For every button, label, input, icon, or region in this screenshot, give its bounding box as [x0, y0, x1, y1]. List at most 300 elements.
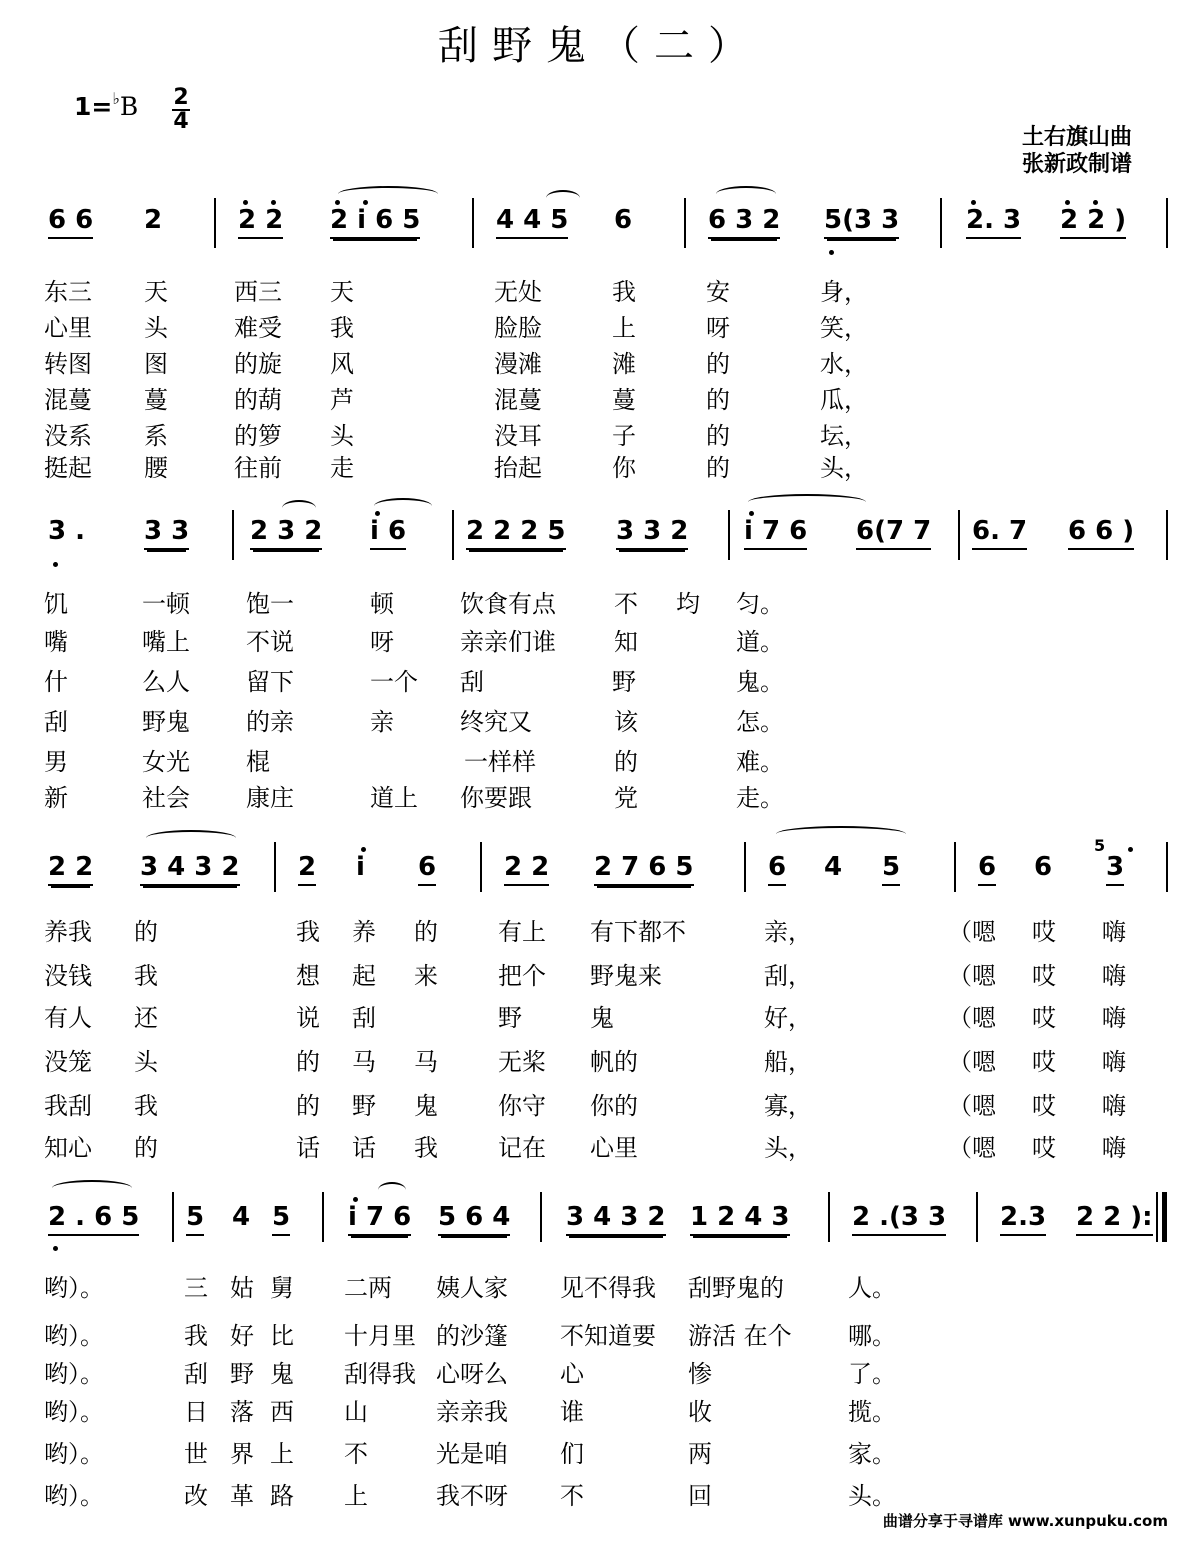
lyric-line	[330, 380, 354, 415]
lyric-line	[134, 912, 158, 947]
lyric-line	[142, 622, 190, 657]
note-group: 2 . 6 5	[48, 1202, 139, 1236]
lyric-line	[142, 662, 190, 697]
lyric-word: 滩	[612, 350, 636, 378]
lyric-line	[848, 1354, 896, 1389]
lyric-line	[246, 778, 294, 813]
lyric-line	[1102, 956, 1126, 991]
note-group: 5	[186, 1202, 204, 1236]
high-dot	[361, 847, 366, 852]
lyric-line	[184, 1392, 208, 1427]
slur	[716, 186, 776, 202]
lyric-line	[464, 742, 536, 777]
lyric-word: 康庄	[246, 784, 294, 812]
lyric-word: 话	[352, 1134, 376, 1162]
note-group: 5	[272, 1202, 290, 1236]
lyric-word: 嗨	[1102, 1092, 1126, 1120]
lyric-word: 的	[296, 1048, 320, 1076]
lyric-word: 革	[230, 1482, 254, 1510]
lyric-word: 没耳	[494, 422, 542, 450]
note-group: 2 2	[48, 852, 93, 886]
key-note: B	[119, 92, 139, 121]
lyric-line	[1102, 1086, 1126, 1121]
lyric-line	[142, 778, 190, 813]
lyric-word: 刮	[44, 708, 68, 736]
lyric-word: 两	[688, 1440, 712, 1468]
lyric-line	[560, 1354, 584, 1389]
lyric-line	[436, 1434, 508, 1469]
lyric-line	[134, 1042, 158, 1077]
lyric-line	[764, 1042, 812, 1077]
lyric-line	[230, 1268, 254, 1303]
lyric-line	[590, 912, 686, 947]
arranger: 张新政制谱	[1021, 152, 1132, 177]
lyric-word: 头	[134, 1048, 158, 1076]
lyric-word: 饥	[44, 590, 68, 618]
lyric-word: 一顿	[142, 590, 190, 618]
lyric-word: 蔓	[144, 386, 168, 414]
lyric-word: 野鬼来	[590, 962, 662, 990]
lyric-line	[144, 380, 168, 415]
lyric-line	[1032, 998, 1056, 1033]
time-bottom: 4	[173, 109, 189, 134]
lyric-word: （嗯	[948, 962, 996, 990]
lyric-line	[676, 584, 700, 619]
lyric-word: 难受	[234, 314, 282, 342]
barline	[472, 198, 474, 248]
lyric-word: 刮野鬼的	[688, 1274, 784, 1302]
lyric-word: 的	[134, 1134, 158, 1162]
lyric-line	[296, 1128, 320, 1163]
lyric-line	[614, 778, 638, 813]
lyric-line	[688, 1316, 792, 1351]
lyric-word: 马	[414, 1048, 438, 1076]
lyric-line	[688, 1268, 784, 1303]
lyric-line	[134, 956, 158, 991]
lyric-word: 你要跟	[460, 784, 532, 812]
lyric-line	[820, 416, 868, 451]
lyric-word: 我	[296, 918, 320, 946]
lyric-word: 的葫	[234, 386, 282, 414]
slur	[776, 826, 906, 842]
lyric-word: 有人	[44, 1004, 92, 1032]
lyric-line	[344, 1434, 368, 1469]
lyric-word: 心呀么	[436, 1360, 508, 1388]
composer: 土右旗山曲	[1021, 125, 1132, 150]
lyric-line	[414, 1128, 438, 1163]
lyric-word: 东三	[44, 278, 92, 306]
lyric-word: 的	[614, 748, 638, 776]
lyric-word: 呀	[706, 314, 730, 342]
lyric-word: 西三	[234, 278, 282, 306]
lyric-line	[460, 702, 532, 737]
lyric-line	[736, 662, 784, 697]
note-group: 6 6 )	[1068, 516, 1134, 550]
note-group: 2 .(3 3	[852, 1202, 946, 1236]
lyric-word: 天	[330, 278, 354, 306]
note-group: 3 .	[48, 516, 86, 546]
lyric-word: 天	[144, 278, 168, 306]
lyric-word: （嗯	[948, 1092, 996, 1120]
lyric-line	[612, 344, 636, 379]
lyric-line	[494, 272, 542, 307]
lyric-line	[330, 344, 354, 379]
lyric-word: 哟）。	[44, 1482, 104, 1510]
lyric-word: 哪。	[848, 1322, 896, 1350]
lyric-line	[414, 1042, 438, 1077]
lyric-line	[560, 1316, 656, 1351]
lyric-line	[44, 308, 92, 343]
note-group: 2 2	[504, 852, 549, 886]
note-group: 3 4 3 2	[566, 1202, 666, 1236]
lyric-word: 哟）。	[44, 1440, 104, 1468]
lyric-line	[246, 662, 294, 697]
note-group: 3	[1106, 852, 1124, 886]
lyric-word: 哎	[1032, 918, 1056, 946]
lyric-line	[460, 778, 532, 813]
lyric-word: 嗨	[1102, 918, 1126, 946]
lyric-word: 起	[352, 962, 376, 990]
lyric-word: 亲亲我	[436, 1398, 508, 1426]
lyric-line	[344, 1476, 368, 1511]
lyric-word: 往前	[234, 454, 282, 482]
lyric-line	[590, 1042, 638, 1077]
lyric-line	[764, 1086, 812, 1121]
lyric-word: 么人	[142, 668, 190, 696]
barline	[322, 1192, 324, 1242]
lyric-line	[948, 1128, 996, 1163]
lyric-line	[436, 1268, 508, 1303]
lyric-line	[270, 1268, 294, 1303]
lyric-word: 帆的	[590, 1048, 638, 1076]
lyric-word: 道。	[736, 628, 784, 656]
lyric-line	[370, 778, 418, 813]
lyric-line	[460, 584, 556, 619]
lyric-line	[352, 1128, 376, 1163]
lyric-word: 人。	[848, 1274, 896, 1302]
lyric-line	[736, 702, 784, 737]
note-group: 6(7 7	[856, 516, 931, 550]
lyric-word: 来	[414, 962, 438, 990]
high-dot	[353, 1197, 358, 1202]
lyric-word: 还	[134, 1004, 158, 1032]
lyric-line	[344, 1268, 392, 1303]
lyric-word: 哟）。	[44, 1360, 104, 1388]
lyric-word: 匀。	[736, 590, 784, 618]
lyric-word: 亲亲们谁	[460, 628, 556, 656]
lyric-word: 笑，	[820, 314, 868, 342]
lyric-word: 哟）。	[44, 1398, 104, 1426]
lyric-word: 知	[614, 628, 638, 656]
barline	[684, 198, 686, 248]
lyric-line	[414, 912, 438, 947]
lyric-line	[44, 1268, 104, 1303]
lyric-word: 了。	[848, 1360, 896, 1388]
lyric-line	[494, 308, 542, 343]
lyric-line	[270, 1476, 294, 1511]
barline	[540, 1192, 542, 1242]
lyric-line	[296, 956, 320, 991]
lyric-word: 社会	[142, 784, 190, 812]
lyric-line	[590, 998, 614, 1033]
high-dot	[271, 200, 276, 205]
flat-sign: ♭	[112, 89, 120, 108]
lyric-line	[44, 1354, 104, 1389]
lyric-line	[142, 584, 190, 619]
lyric-word: 什	[44, 668, 68, 696]
lyric-word: 系	[144, 422, 168, 450]
lyric-line	[1102, 1042, 1126, 1077]
high-dot	[375, 511, 380, 516]
lyric-word: 嗨	[1102, 962, 1126, 990]
lyric-line	[142, 742, 190, 777]
note-group: 2 2 ):	[1076, 1202, 1153, 1236]
lyric-word: 船，	[764, 1048, 812, 1076]
note-group: 4 4 5	[496, 205, 568, 239]
lyric-word: 二两	[344, 1274, 392, 1302]
barline	[940, 198, 942, 248]
lyric-line	[44, 742, 68, 777]
grace-note: 5	[1094, 836, 1106, 855]
lyric-word: 安	[706, 278, 730, 306]
lyric-line	[296, 1086, 320, 1121]
lyric-word: 我刮	[44, 1092, 92, 1120]
lyric-word: 水，	[820, 350, 868, 378]
lyric-line	[948, 956, 996, 991]
lyric-word: 的	[706, 422, 730, 450]
note-group: 2. 3	[966, 205, 1021, 239]
note-group: i 7 6	[348, 1202, 411, 1236]
lyric-line	[688, 1476, 712, 1511]
lyric-line	[370, 662, 418, 697]
lyric-line	[820, 272, 868, 307]
lyric-word: 蔓	[612, 386, 636, 414]
lyric-word: 我	[330, 314, 354, 342]
lyric-line	[44, 1316, 104, 1351]
lyric-word: 想	[296, 962, 320, 990]
lyric-line	[344, 1392, 368, 1427]
lyric-word: 知心	[44, 1134, 92, 1162]
lyric-line	[764, 1128, 812, 1163]
final-barline-thick	[1162, 1192, 1167, 1242]
lyric-word: 风	[330, 350, 354, 378]
lyric-line	[498, 998, 522, 1033]
lyric-word: 鬼	[590, 1004, 614, 1032]
lyric-word: 腰	[144, 454, 168, 482]
lyric-word: 上	[612, 314, 636, 342]
lyric-line	[330, 272, 354, 307]
high-dot	[363, 200, 368, 205]
lyric-word: 路	[270, 1482, 294, 1510]
lyric-word: 山	[344, 1398, 368, 1426]
lyric-word: 鬼	[414, 1092, 438, 1120]
lyric-line	[370, 584, 394, 619]
note-group: 4	[824, 852, 843, 882]
lyric-word: 头。	[848, 1482, 896, 1510]
lyric-word: 不	[344, 1440, 368, 1468]
lyric-word: 有下都不	[590, 918, 686, 946]
lyric-line	[614, 742, 638, 777]
high-dot	[749, 511, 754, 516]
lyric-word: 日	[184, 1398, 208, 1426]
note-group: 6 3 2	[708, 205, 780, 239]
lyric-word: 揽。	[848, 1398, 896, 1426]
lyric-line	[848, 1476, 896, 1511]
lyric-word: 瓜，	[820, 386, 868, 414]
lyric-word: 的箩	[234, 422, 282, 450]
lyric-word: 们	[560, 1440, 584, 1468]
lyric-word: 比	[270, 1322, 294, 1350]
lyric-line	[820, 308, 868, 343]
lyric-word: 寡，	[764, 1092, 812, 1120]
lyric-line	[246, 622, 294, 657]
lyric-word: 光是咱	[436, 1440, 508, 1468]
lyric-line	[614, 622, 638, 657]
lyric-word: 图	[144, 350, 168, 378]
lyric-line	[296, 1042, 320, 1077]
lyric-word: 身，	[820, 278, 868, 306]
lyric-word: 惨	[688, 1360, 712, 1388]
lyric-line	[144, 308, 168, 343]
key-one: 1=	[74, 92, 113, 121]
lyric-word: 把个	[498, 962, 546, 990]
high-dot	[1128, 847, 1133, 852]
key-signature	[74, 89, 139, 121]
barline	[452, 510, 454, 560]
lyric-word: 刮，	[764, 962, 812, 990]
lyric-line	[1032, 912, 1056, 947]
lyric-word: 我	[184, 1322, 208, 1350]
lyric-word: 没笼	[44, 1048, 92, 1076]
lyric-word: 没系	[44, 422, 92, 450]
lyric-word: 马	[352, 1048, 376, 1076]
lyric-word: 三	[184, 1274, 208, 1302]
lyric-line	[948, 912, 996, 947]
lyric-line	[234, 308, 282, 343]
note-group: i 7 6	[744, 516, 807, 550]
note-group: 2	[144, 205, 163, 235]
barline	[1166, 842, 1168, 892]
lyric-line	[764, 912, 812, 947]
lyric-line	[184, 1354, 208, 1389]
lyric-word: 哎	[1032, 1134, 1056, 1162]
lyric-word: 心	[560, 1360, 584, 1388]
lyric-word: 头，	[820, 454, 868, 482]
lyric-line	[344, 1354, 416, 1389]
lyric-word: 的	[706, 454, 730, 482]
lyric-line	[134, 1128, 158, 1163]
lyric-line	[706, 308, 730, 343]
lyric-word: 好，	[764, 1004, 812, 1032]
barline	[744, 842, 746, 892]
lyric-word: 没钱	[44, 962, 92, 990]
time-top: 2	[173, 85, 189, 110]
lyric-line	[436, 1316, 508, 1351]
note-group: 3 3 2	[616, 516, 688, 550]
lyric-line	[494, 448, 542, 483]
lyric-word: 上	[270, 1440, 294, 1468]
lyric-line	[142, 702, 190, 737]
lyric-line	[736, 622, 784, 657]
lyric-word: 哎	[1032, 1004, 1056, 1032]
lyric-line	[144, 416, 168, 451]
lyric-line	[1102, 1128, 1126, 1163]
lyric-line	[44, 778, 68, 813]
lyric-word: 不说	[246, 628, 294, 656]
lyric-line	[184, 1434, 208, 1469]
lyric-line	[612, 662, 636, 697]
lyric-word: 哎	[1032, 1092, 1056, 1120]
note-group: 2 2 2 5	[466, 516, 566, 550]
lyric-line	[234, 380, 282, 415]
lyric-line	[44, 1434, 104, 1469]
slur	[338, 186, 438, 202]
lyric-line	[494, 344, 542, 379]
lyric-line	[820, 448, 868, 483]
note-group: 6	[978, 852, 996, 886]
lyric-word: （嗯	[948, 918, 996, 946]
lyric-line	[820, 380, 868, 415]
lyric-word: 的	[134, 918, 158, 946]
lyric-line	[948, 1042, 996, 1077]
lyric-word: 有上	[498, 918, 546, 946]
time-signature	[172, 85, 190, 134]
lyric-word: 芦	[330, 386, 354, 414]
lyric-word: 姑	[230, 1274, 254, 1302]
lyric-word: 新	[44, 784, 68, 812]
lyric-word: 姨人家	[436, 1274, 508, 1302]
lyric-line	[1032, 1042, 1056, 1077]
lyric-line	[590, 1086, 638, 1121]
lyric-line	[352, 1042, 376, 1077]
lyric-line	[612, 416, 636, 451]
lyric-line	[560, 1476, 584, 1511]
barline	[214, 198, 216, 248]
lyric-word: 的	[296, 1092, 320, 1120]
lyric-line	[706, 272, 730, 307]
lyric-line	[44, 584, 68, 619]
note-group: 3 4 3 2	[140, 852, 240, 886]
lyric-word: 的旋	[234, 350, 282, 378]
lyric-word: 哟）。	[44, 1274, 104, 1302]
lyric-word: 我	[612, 278, 636, 306]
barline	[274, 842, 276, 892]
lyric-line	[270, 1354, 294, 1389]
lyric-word: 刮	[184, 1360, 208, 1388]
lyric-line	[460, 662, 484, 697]
lyric-word: 无处	[494, 278, 542, 306]
high-dot	[335, 200, 340, 205]
note-group: 2 3 2	[250, 516, 322, 550]
lyric-line	[764, 956, 812, 991]
lyric-line	[344, 1316, 416, 1351]
lyric-line	[352, 998, 376, 1033]
note-group: 6	[614, 205, 633, 235]
lyric-word: 均	[676, 590, 700, 618]
lyric-line	[44, 1086, 92, 1121]
note-group: 6	[768, 852, 786, 886]
lyric-word: 鬼	[270, 1360, 294, 1388]
high-dot	[1093, 200, 1098, 205]
watermark-footer: 曲谱分享于寻谱库 www.xunpuku.com	[882, 1512, 1168, 1530]
slur	[378, 1182, 406, 1198]
lyric-line	[498, 1128, 546, 1163]
note-group: 2 7 6 5	[594, 852, 694, 886]
lyric-line	[44, 912, 92, 947]
barline	[1166, 198, 1168, 248]
low-dot	[53, 1246, 58, 1251]
lyric-line	[706, 344, 730, 379]
